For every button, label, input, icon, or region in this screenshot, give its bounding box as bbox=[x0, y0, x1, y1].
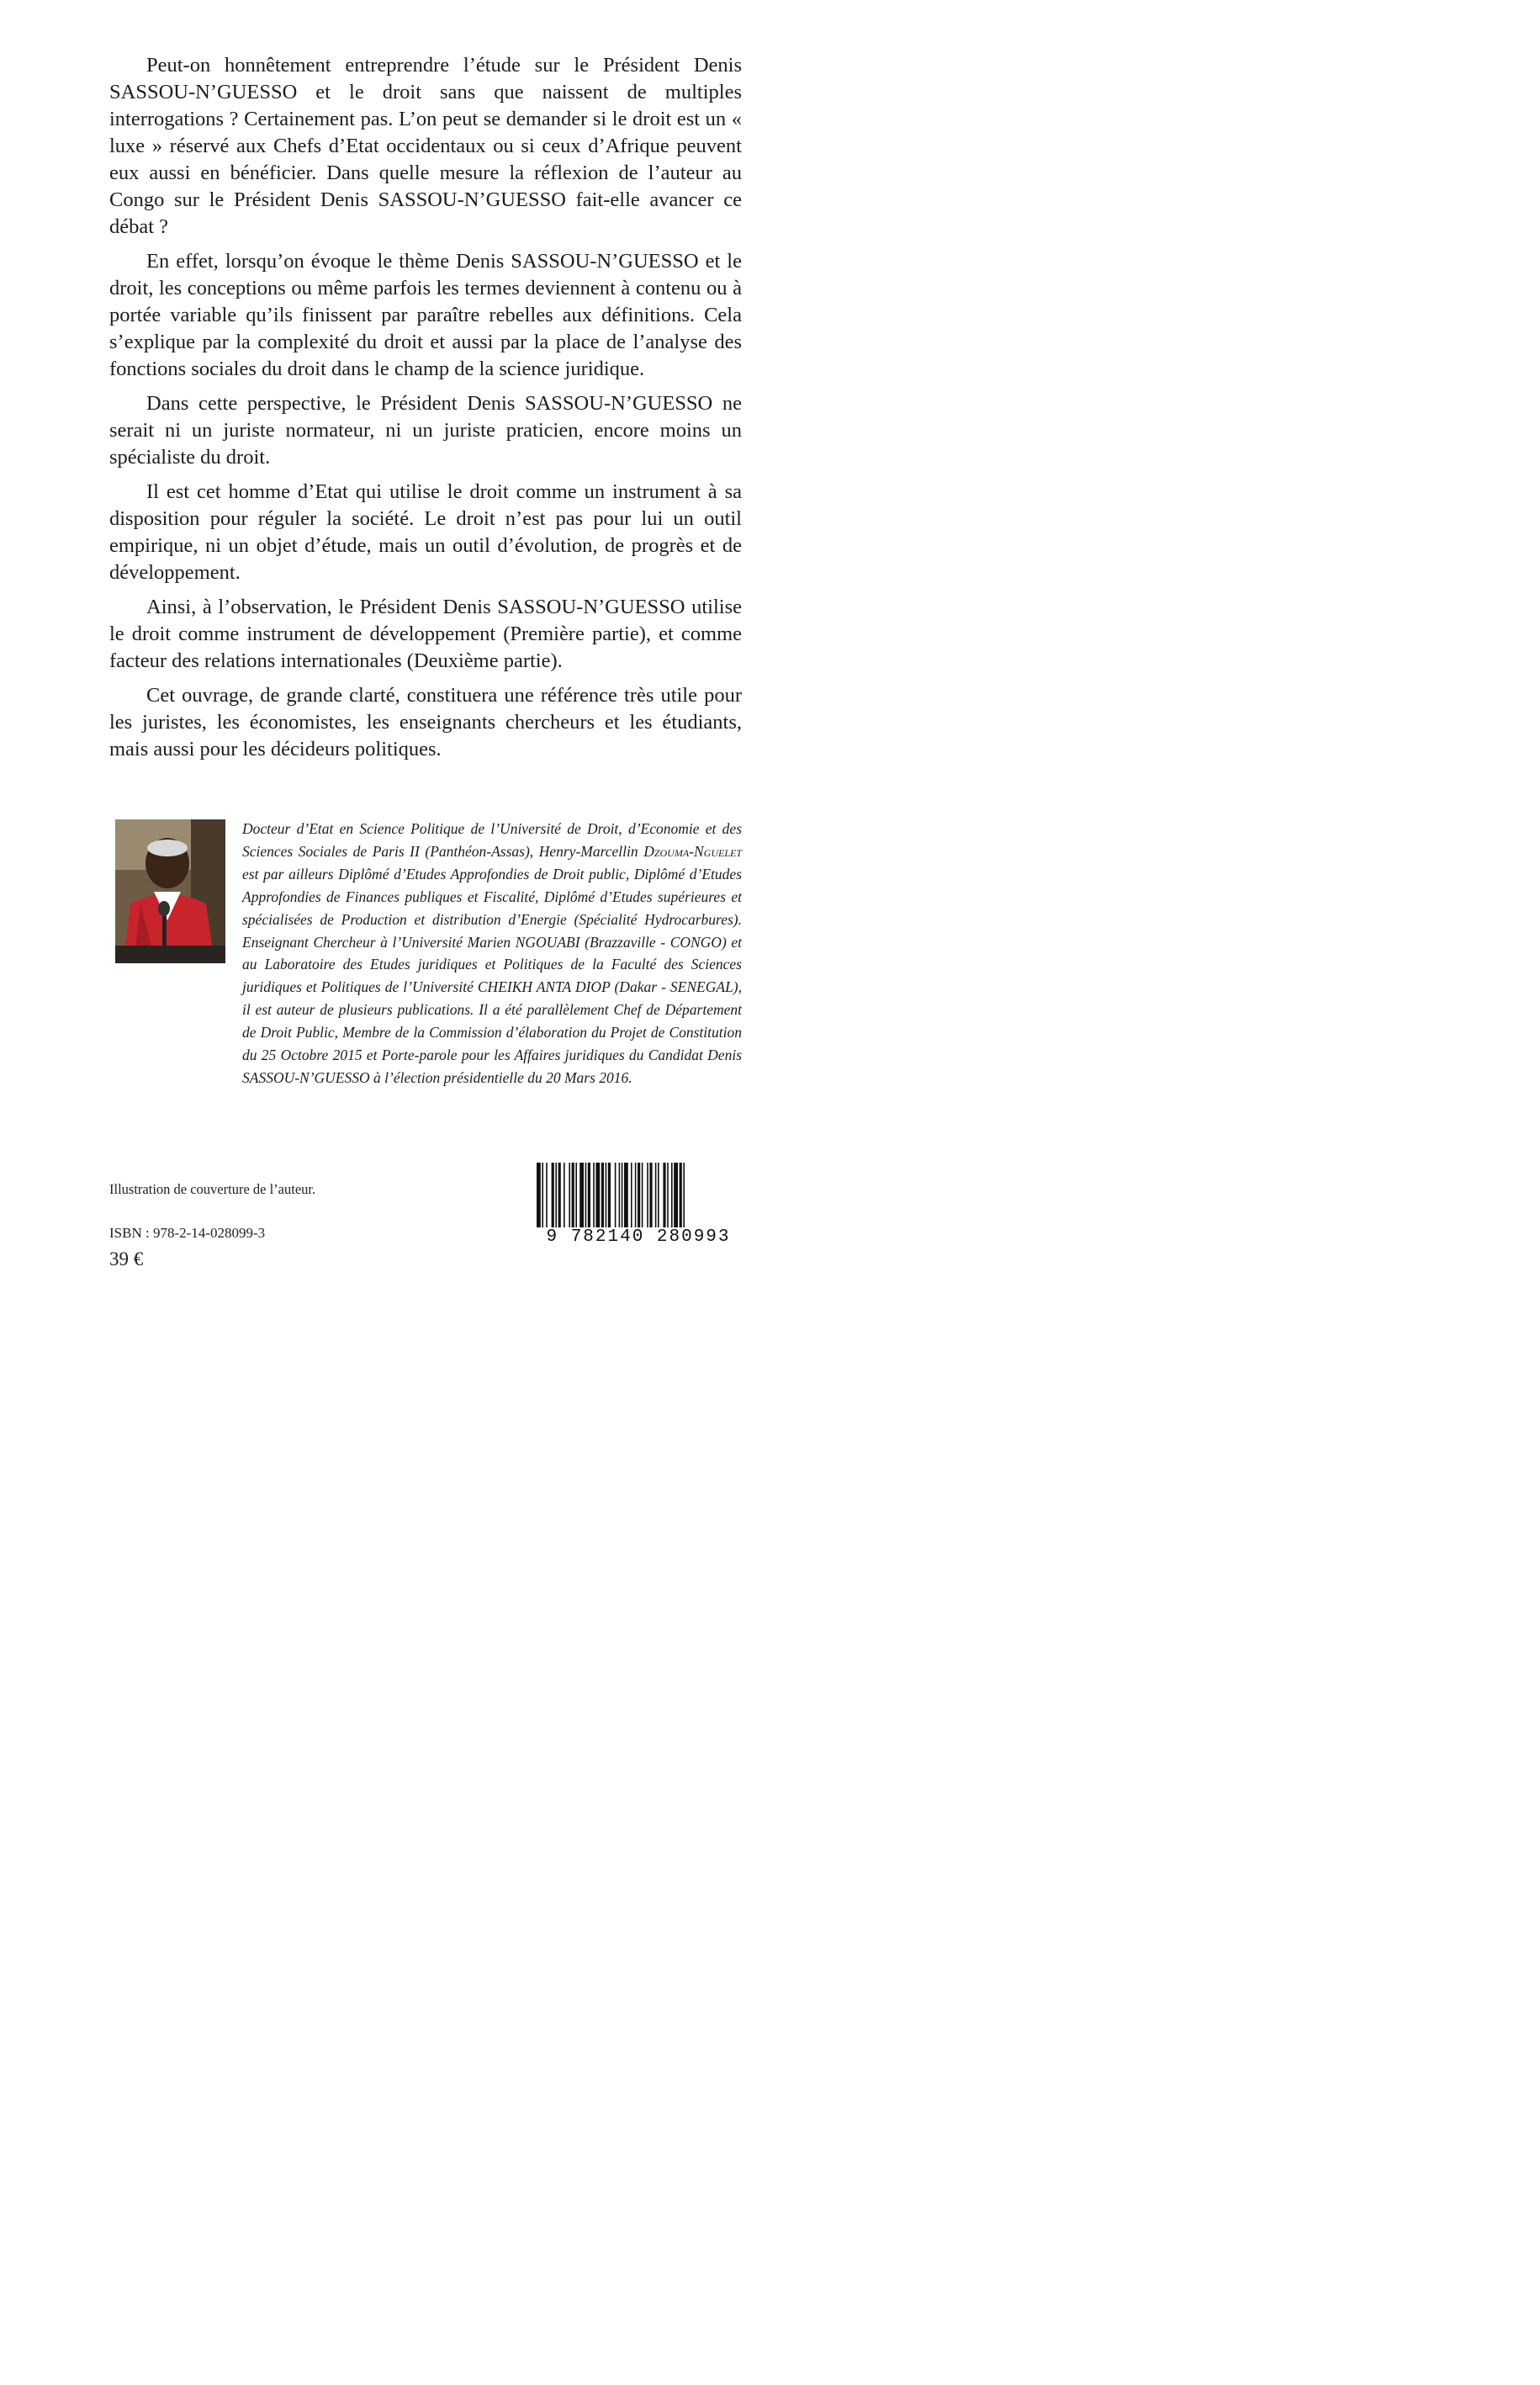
barcode-bar bbox=[649, 1163, 652, 1232]
barcode-bar bbox=[575, 1163, 577, 1232]
barcode-digits: 9 782140 280993 bbox=[535, 1227, 742, 1248]
barcode-bar bbox=[555, 1163, 557, 1232]
barcode-bar bbox=[663, 1163, 665, 1232]
author-biography: Docteur d’Etat en Science Politique de l’Université de Droit, d’Economie et des Sciences Sociales de Paris II (Panthéon-Assas), Henry-Marcellin Dzouma-Nguelet est par ailleurs Diplômé d’Etudes Approfondies de Droit public, Diplômé d’Etudes Approfondies de Finances publiques et Fiscalité, Diplômé d’Etudes supérieures et spécialisées de Production et distribution d’Energie (Spécialité Hydrocarbures). Enseignant Chercheur à l’Université Marien NGOUABI (Brazzaville - CONGO) et au Laboratoire des Etudes juridiques et Politiques de la Faculté des Sciences juridiques et Politiques de l’Université CHEIKH ANTA DIOP (Dakar - SENEGAL), il est auteur de plusieurs publications. Il a été parallèlement Chef de Département de Droit Public, Membre de la Commission d’élaboration du Projet de Constitution du 25 Octobre 2015 et Porte-parole pour les Affaires juridiques du Candidat Denis SASSOU-N’GUESSO à l’élection présidentielle du 20 Mars 2016. bbox=[242, 820, 742, 1086]
barcode-bar bbox=[671, 1163, 673, 1232]
barcode-bar bbox=[588, 1163, 590, 1232]
barcode-bar bbox=[624, 1163, 628, 1232]
barcode-bar bbox=[564, 1163, 565, 1232]
barcode-bar bbox=[667, 1163, 669, 1232]
cover-credit: Illustration de couverture de l’auteur. bbox=[109, 1181, 316, 1197]
barcode-bar bbox=[542, 1163, 543, 1232]
summary-paragraph: Dans cette perspective, le Président Denis SASSOU-N’GUESSO ne serait ni un juriste normateur, ni un juriste praticien, encore moins un spécialiste du droit. bbox=[109, 392, 742, 469]
back-cover-page bbox=[0, 0, 861, 1333]
barcode-bar bbox=[593, 1163, 595, 1232]
barcode-bar bbox=[585, 1163, 587, 1232]
price-label: 39 € bbox=[109, 1248, 144, 1269]
summary-paragraph: Ainsi, à l’observation, le Président Denis SASSOU-N’GUESSO utilise le droit comme instrument de développement (Première partie), et comme facteur des relations internationales (Deuxième partie). bbox=[109, 596, 742, 672]
barcode-bar bbox=[601, 1163, 604, 1232]
barcode-bar bbox=[546, 1163, 548, 1232]
barcode-bar bbox=[622, 1163, 623, 1232]
barcode-bar bbox=[552, 1163, 554, 1232]
barcode-bar bbox=[606, 1163, 607, 1232]
author-photo bbox=[115, 819, 225, 963]
barcode-bar bbox=[595, 1163, 600, 1232]
isbn-label: ISBN : 978-2-14-028099-3 bbox=[109, 1225, 266, 1241]
barcode-bar bbox=[642, 1163, 643, 1232]
author-portrait-icon bbox=[115, 819, 225, 963]
barcode-bar bbox=[655, 1163, 657, 1232]
summary-text bbox=[109, 52, 742, 771]
barcode-bar bbox=[658, 1163, 659, 1232]
barcode-bar bbox=[615, 1163, 617, 1232]
barcode-bar bbox=[674, 1163, 678, 1232]
barcode-icon bbox=[535, 1163, 742, 1232]
author-name: Dzouma-Nguelet bbox=[643, 842, 742, 860]
barcode-bar bbox=[631, 1163, 632, 1232]
barcode-bar bbox=[608, 1163, 611, 1232]
summary-paragraph: Peut-on honnêtement entreprendre l’étude sur le Président Denis SASSOU-N’GUESSO et le droit sans que naissent de multiples interrogations ? Certainement pas. L’on peut se demander si le droit est un « luxe » réservé aux Chefs d’Etat occidentaux ou si ceux d’Afrique peuvent eux aussi en bénéficier. Dans quelle mesure la réflexion de l’auteur au Congo sur le Président Denis SASSOU-N’GUESSO fait-elle avancer ce débat ? bbox=[109, 54, 742, 238]
barcode-bar bbox=[683, 1163, 685, 1232]
summary-paragraph: En effet, lorsqu’on évoque le thème Denis SASSOU-N’GUESSO et le droit, les conceptions ou même parfois les termes deviennent à contenu ou à portée variable qu’ils finissent par paraître rebelles aux définitions. Cela s’explique par la complexité du droit et aussi par la place de l’analyse des fonctions sociales du droit dans le champ de la science juridique. bbox=[109, 250, 742, 380]
barcode-bar bbox=[680, 1163, 682, 1232]
barcode-bar bbox=[619, 1163, 621, 1232]
barcode-bar bbox=[537, 1163, 541, 1232]
barcode-bar bbox=[638, 1163, 640, 1232]
summary-paragraph: Il est cet homme d’Etat qui utilise le droit comme un instrument à sa disposition pour réguler la société. Le droit n’est pas pour lui un outil empirique, ni un objet d’étude, mais un outil d’évolution, de progrès et de développement. bbox=[109, 480, 742, 584]
barcode-bar bbox=[572, 1163, 574, 1232]
summary-paragraph: Cet ouvrage, de grande clarté, constituera une référence très utile pour les juristes, les économistes, les enseignants chercheurs et les étudiants, mais aussi pour les décideurs politiques. bbox=[109, 684, 742, 761]
barcode-bar bbox=[569, 1163, 570, 1232]
barcode-bar bbox=[579, 1163, 584, 1232]
barcode-bar bbox=[647, 1163, 648, 1232]
barcode-bar bbox=[558, 1163, 561, 1232]
barcode-bar bbox=[635, 1163, 637, 1232]
